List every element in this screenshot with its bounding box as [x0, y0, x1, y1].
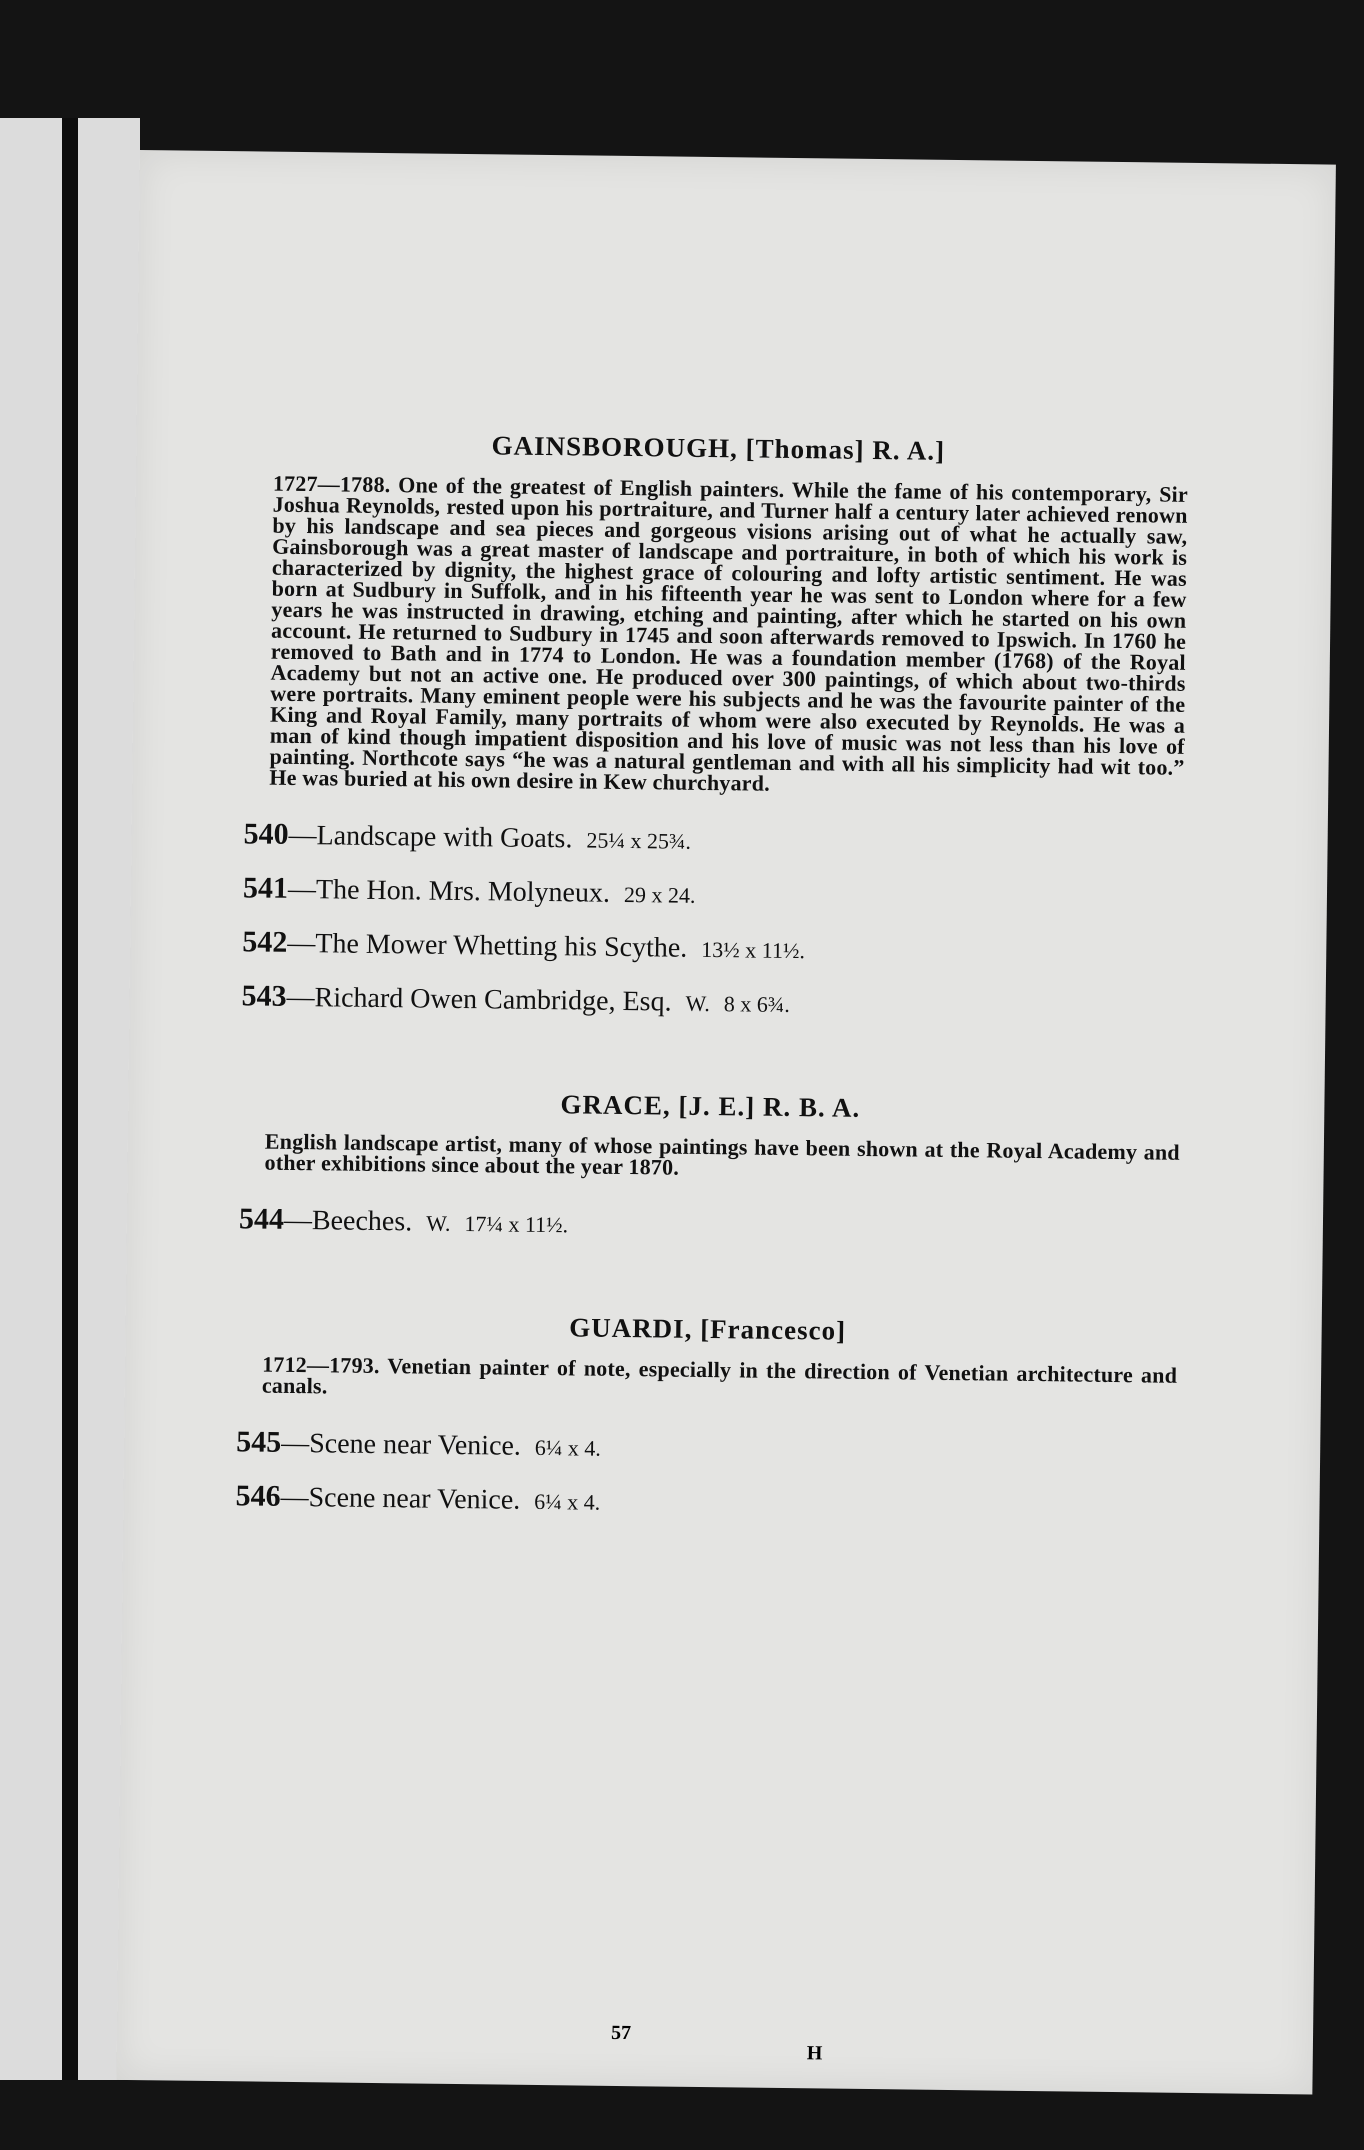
page-content [235, 427, 1188, 1544]
item-title: —Landscape with Goats. [288, 819, 573, 855]
artist-biography: 1727—1788. One of the greatest of English painters. While the fame of his contemporary, Sir Joshua Reynolds, rested upon his portraiture, and Turner half a century later achieved renown by his landscape and sea pieces and gorgeous visions arising out of what he actually saw, Gainsborough was a great master of landscape and portraiture, in both of which his work is characterized by dignity, the highest grace of colouring and lofty artistic sentiment. He was born at Sudbury in Suffolk, and in his fifteenth year he was sent to London where for a few years he was instructed in drawing, etching and painting, after which he started on his own account. He returned to Sudbury in 1745 and soon afterwards removed to Ipswich. In 1760 he removed to Bath and in 1774 to London. He was a foundation member (1768) of the Royal Academy but not an active one. He produced over 300 paintings, of which about two-thirds were portraits. Many eminent people were his subjects and he was the favourite painter of the King and Royal Family, many portraits of whom were also executed by Reynolds. He was a man of kind though impatient disposition and his love of music was not less than his love of painting. Northcote says “he was a natural gentleman and with all his simplicity had wit too.” He was buried at his own desire in Kew churchyard. [269, 470, 1189, 796]
catalogue-item [239, 1202, 1179, 1247]
item-number: 546 [235, 1479, 281, 1513]
catalogue-item [242, 925, 1182, 970]
signature-mark: H [806, 2042, 823, 2065]
item-title: —Richard Owen Cambridge, Esq. [286, 981, 672, 1018]
artist-heading: GUARDI, [Francesco] [568, 1312, 847, 1346]
item-title: —Beeches. [283, 1204, 413, 1238]
item-number: 542 [242, 925, 288, 959]
catalogue-page [116, 150, 1335, 2094]
item-title: —The Mower Whetting his Scythe. [287, 927, 688, 964]
item-number: 544 [238, 1202, 285, 1236]
page-number: 57 [610, 2021, 632, 2045]
catalogue-item [243, 817, 1183, 862]
item-title: —Scene near Venice. [280, 1481, 521, 1516]
catalogue-item [236, 1425, 1176, 1470]
item-number: 543 [241, 979, 287, 1013]
artist-section-gainsborough [241, 427, 1188, 1024]
page-footer [117, 2016, 1313, 2065]
book-spine [62, 118, 78, 2080]
catalogue-items [235, 1425, 1176, 1524]
item-number: 540 [243, 817, 289, 851]
artist-section-guardi [235, 1308, 1177, 1524]
artist-biography: 1712—1793. Venetian painter of note, especially in the direction of Venetian architecture and canals. [261, 1351, 1178, 1399]
catalogue-items [241, 817, 1183, 1024]
artist-heading: GRACE, [J. E.] R. B. A. [560, 1089, 861, 1123]
catalogue-item [235, 1479, 1175, 1524]
item-medium: W. [685, 990, 710, 1017]
item-title: —Scene near Venice. [281, 1427, 522, 1462]
artist-biography: English landscape artist, many of whose paintings have been shown at the Royal Academy and other exhibitions since about the year 1870. [264, 1128, 1180, 1180]
item-title: —The Hon. Mrs. Molyneux. [287, 873, 611, 909]
item-dimensions: 29 x 24. [623, 881, 696, 908]
item-dimensions: 6¼ x 4. [534, 1488, 601, 1515]
artist-section-grace [239, 1085, 1181, 1247]
item-medium: W. [426, 1210, 451, 1236]
catalogue-item [241, 979, 1181, 1024]
artist-heading: GAINSBOROUGH, [Thomas] R. A.] [491, 430, 946, 466]
item-dimensions: 17¼ x 11½. [464, 1211, 569, 1238]
item-dimensions: 13½ x 11½. [701, 936, 806, 964]
item-dimensions: 6¼ x 4. [534, 1434, 602, 1461]
item-number: 541 [242, 871, 289, 905]
item-dimensions: 8 x 6¾. [723, 991, 790, 1018]
catalogue-items [239, 1202, 1179, 1247]
item-number: 545 [236, 1425, 282, 1459]
catalogue-item [243, 871, 1183, 916]
item-dimensions: 25¼ x 25¾. [586, 827, 692, 854]
